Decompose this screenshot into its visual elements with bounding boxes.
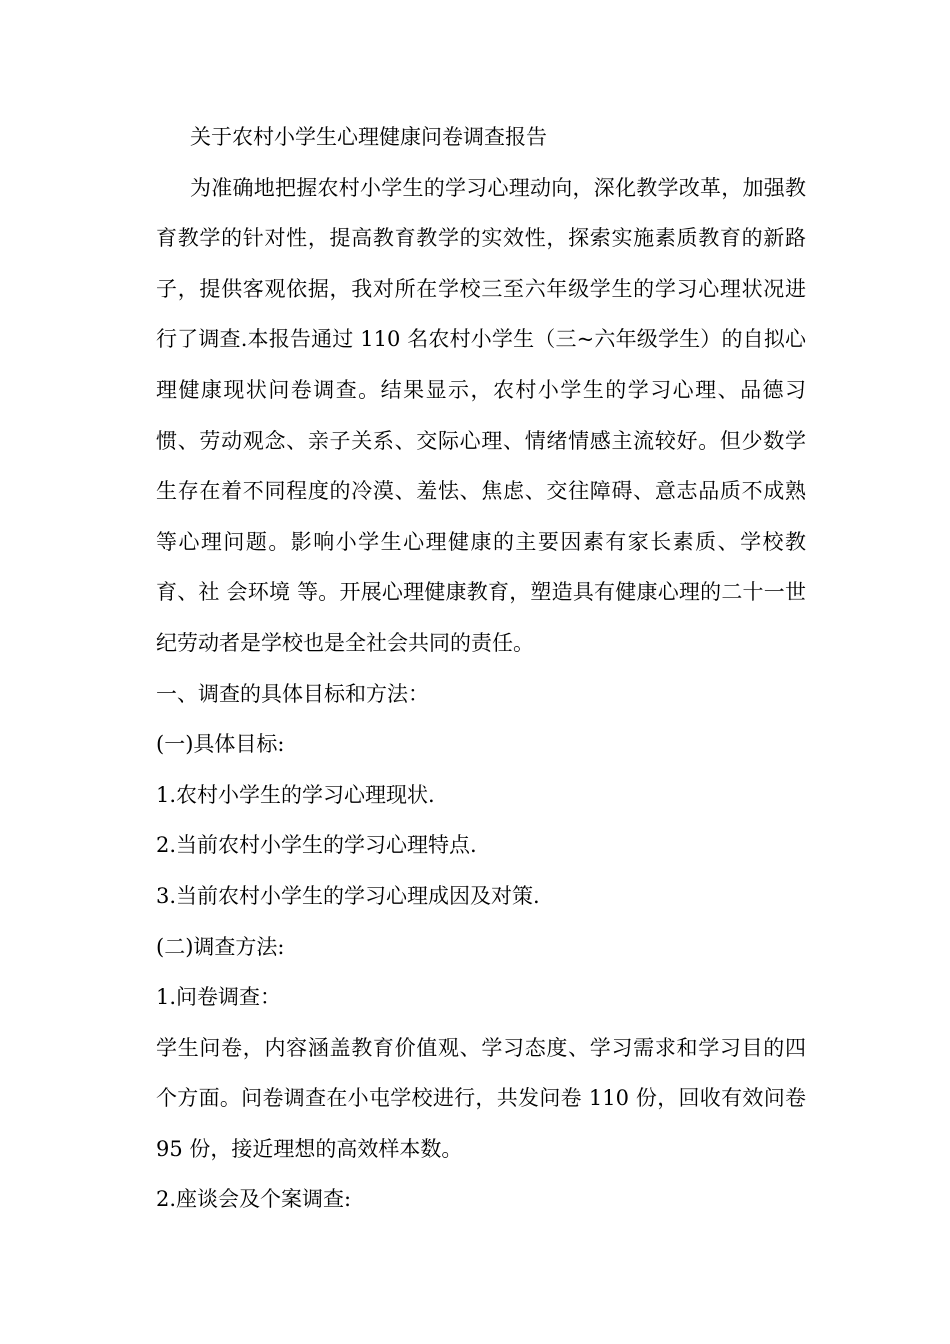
- goal-item-2: 2.当前农村小学生的学习心理特点.: [156, 833, 477, 858]
- goal-item-3: 3.当前农村小学生的学习心理成因及对策.: [156, 883, 540, 908]
- subsection-heading-goals: (一)具体目标:: [156, 732, 285, 757]
- method-heading-2: 2.座谈会及个案调查:: [156, 1187, 352, 1212]
- document-body: [156, 112, 806, 1225]
- method-paragraph-1: 学生问卷，内容涵盖教育价值观、学习态度、学习需求和学习目的四个方面。问卷调查在小屯学校进行，共发问卷 110 份，回收有效问卷 95 份，接近理想的高效样本数。: [156, 1035, 806, 1161]
- subsection-heading-methods: (二)调查方法:: [156, 934, 285, 959]
- section-heading-1: 一、调查的具体目标和方法：: [156, 681, 429, 706]
- method-heading-1: 1.问卷调查：: [156, 985, 282, 1010]
- goal-item-1: 1.农村小学生的学习心理现状.: [156, 782, 435, 807]
- document-title: 关于农村小学生心理健康问卷调查报告: [190, 125, 547, 149]
- intro-paragraph: 为准确地把握农村小学生的学习心理动向，深化教学改革，加强教育教学的针对性，提高教育教学的实效性，探索实施素质教育的新路子，提供客观依据，我对所在学校三至六年级学生的学习心理状况进行了调查.本报告通过 110 名农村小学生（三~六年级学生）的自拟心理健康现状问卷调查。结果显示，农村小学生的学习心理、品德习惯、劳动观念、亲子关系、交际心理、情绪情感主流较好。但少数学生存在着不同程度的冷漠、羞怯、焦虑、交往障碍、意志品质不成熟等心理问题。影响小学生心理健康的主要因素有家长素质、学校教育、社 会环境 等。开展心理健康教育，塑造具有健康心理的二十一世纪劳动者是学校也是全社会共同的责任。: [156, 175, 806, 655]
